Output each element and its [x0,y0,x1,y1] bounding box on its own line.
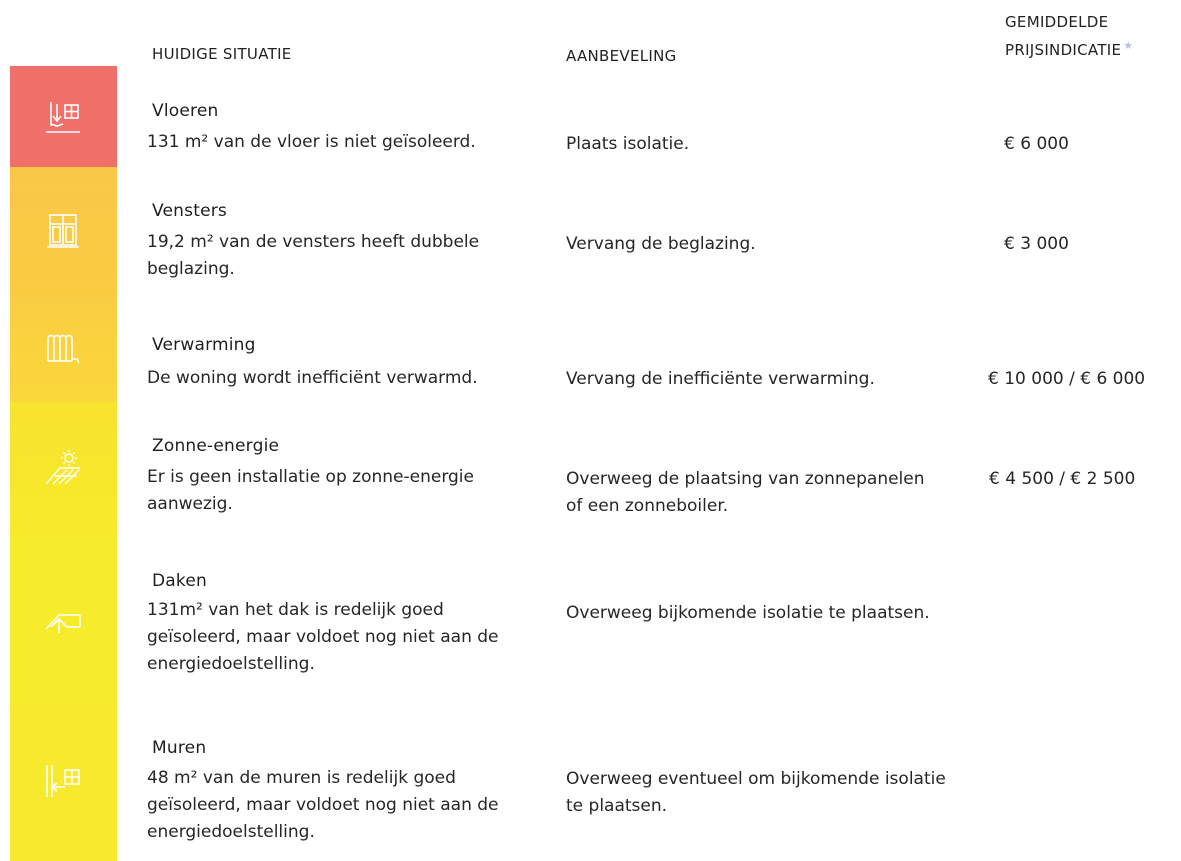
situation-wall [147,765,557,846]
header-situation: HUIDIGE SITUATIE [152,45,292,63]
situation-roof-line-3: energiedoelstelling. [147,654,315,674]
situation-solar [147,464,557,518]
header-price-line2-text: PRIJSINDICATIE [1005,41,1122,59]
header-recommendation: AANBEVELING [566,47,677,65]
recommendation-window-line-1: Vervang de beglazing. [566,234,756,254]
recommendation-heating [566,366,991,393]
situation-roof [147,597,557,678]
recommendation-solar-line-2: of een zonneboiler. [566,496,729,516]
recommendation-floor-line-1: Plaats isolatie. [566,134,690,154]
band-roof [10,537,117,705]
header-price [1005,10,1133,62]
star-icon: ★ [1123,39,1134,52]
header-price-line2 [1005,34,1133,62]
situation-roof-line-1: 131m² van het dak is redelijk goed [147,600,444,620]
situation-roof-line-2: geïsoleerd, maar voldoet nog niet aan de [147,627,499,647]
recommendation-heating-line-1: Vervang de inefficiënte verwarming. [566,369,875,389]
recommendation-solar [566,466,991,520]
recommendation-solar-line-1: Overweeg de plaatsing van zonnepanelen [566,469,925,489]
situation-floor [147,129,557,156]
row-title-roof: Daken [152,571,207,591]
situation-heating [147,365,557,392]
price-floor: € 6 000 [1004,134,1069,154]
band-floor [10,66,117,167]
recommendation-roof [566,600,991,627]
situation-solar-line-1: Er is geen installatie op zonne-energie [147,467,474,487]
recommendation-roof-line-1: Overweeg bijkomende isolatie te plaatsen. [566,603,930,623]
wall-icon [43,761,83,801]
floor-icon [43,96,83,136]
row-title-floor: Vloeren [152,101,219,121]
recommendation-wall-line-1: Overweeg eventueel om bijkomende isolatie [566,769,946,789]
solar-icon [43,448,83,488]
row-title-wall: Muren [152,738,207,758]
row-title-heating: Verwarming [152,335,256,355]
situation-heating-line-1: De woning wordt inefficiënt verwarmd. [147,368,478,388]
row-title-solar: Zonne-energie [152,436,280,456]
radiator-icon [43,329,83,369]
situation-wall-line-2: geïsoleerd, maar voldoet nog niet aan de [147,795,499,815]
situation-wall-line-1: 48 m² van de muren is redelijk goed [147,768,456,788]
situation-solar-line-2: aanwezig. [147,494,233,514]
header-price-line1: GEMIDDELDE [1005,13,1109,31]
recommendation-wall [566,766,991,820]
window-icon [43,211,83,251]
price-window: € 3 000 [1004,234,1069,254]
roof-icon [43,599,83,639]
situation-floor-line-1: 131 m² van de vloer is niet geïsoleerd. [147,132,476,152]
recommendation-window [566,231,991,258]
situation-window [147,229,557,283]
price-solar: € 4 500 / € 2 500 [989,469,1136,489]
row-title-window: Vensters [152,201,227,221]
band-solar [10,402,117,537]
band-radiator [10,297,117,402]
situation-wall-line-3: energiedoelstelling. [147,822,315,842]
band-wall [10,705,117,861]
situation-window-line-1: 19,2 m² van de vensters heeft dubbele [147,232,480,252]
situation-window-line-2: beglazing. [147,259,235,279]
recommendation-floor [566,131,991,158]
price-heating: € 10 000 / € 6 000 [988,369,1146,389]
recommendation-wall-line-2: te plaatsen. [566,796,668,816]
band-window [10,167,117,297]
